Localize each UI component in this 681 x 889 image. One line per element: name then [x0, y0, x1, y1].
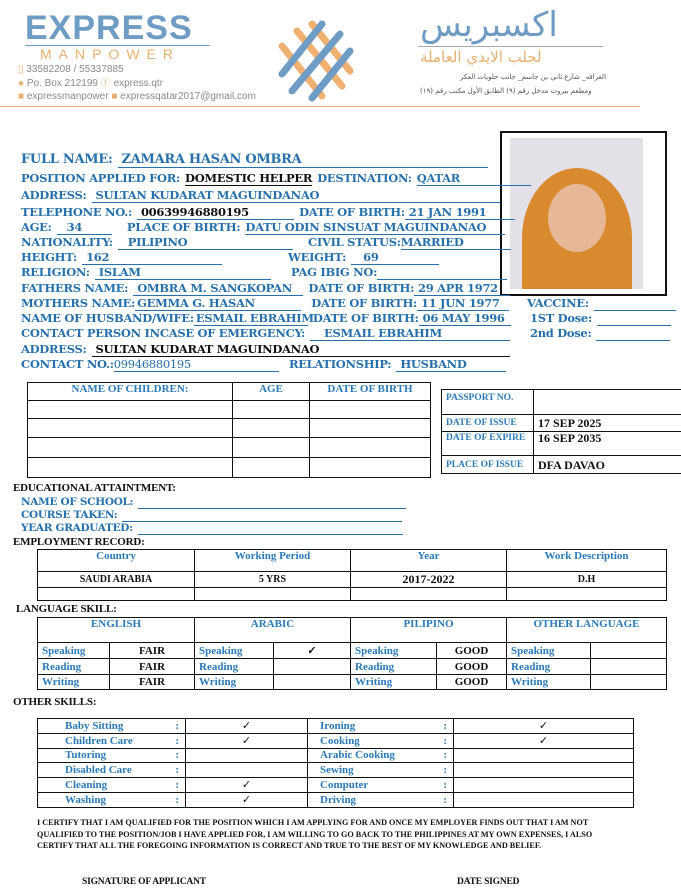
- facebook-icon: ⓕ: [101, 78, 111, 89]
- skill-label: [308, 792, 454, 807]
- employment-period: 5 YRS: [195, 572, 351, 588]
- school-value: [138, 496, 406, 509]
- header-rule: [0, 106, 640, 107]
- course-value: [122, 509, 402, 522]
- skill-check: ✓: [186, 733, 308, 748]
- skill-check: ✓: [186, 719, 308, 734]
- emergency-label: CONTACT PERSON INCASE OF EMERGENCY:: [21, 326, 305, 340]
- address-label: ADDRESS:: [21, 188, 86, 202]
- skill-label: [38, 778, 186, 793]
- employment-header-description: Work Description: [507, 550, 667, 572]
- children-table: [27, 382, 431, 478]
- dose1-label: 1ST Dose:: [530, 311, 592, 325]
- mail-icon: ●: [18, 78, 24, 89]
- date-signed-label: DATE SIGNED: [457, 876, 519, 889]
- skill-reading: Reading: [351, 659, 437, 675]
- passport-no-value: [534, 390, 681, 415]
- table-row: [38, 659, 667, 675]
- passport-table: [441, 389, 681, 474]
- employment-country: SAUDI ARABIA: [38, 572, 195, 588]
- skill-reading: Reading: [195, 659, 274, 675]
- mother-dob-label: DATE OF BIRTH:: [311, 296, 417, 310]
- table-row: [28, 458, 431, 478]
- facebook: express.qtr: [114, 78, 163, 89]
- skill-label: [308, 778, 454, 793]
- religion-value: ISLAM: [95, 266, 271, 280]
- destination-label: DESTINATION:: [317, 171, 412, 185]
- arabic-address-1: الغرافه_ شارع ثاني بن جاسم_ جانب حلويات العكر: [460, 72, 606, 82]
- colon: :: [443, 764, 447, 776]
- relationship-value: HUSBAND: [396, 358, 506, 372]
- table-row: [28, 438, 431, 458]
- pilipino-reading: GOOD: [437, 659, 507, 675]
- place-issue-value: DFA DAVAO: [534, 456, 681, 474]
- skill-check: ✓: [454, 719, 634, 734]
- skill-reading: Reading: [38, 659, 110, 675]
- skill-check: [454, 778, 634, 793]
- skill-label: [38, 748, 186, 763]
- skill-name: Sewing: [320, 764, 354, 776]
- employment-year: 2017-2022: [351, 572, 507, 588]
- weight-value: 69: [351, 251, 439, 265]
- skill-name: Baby Sitting: [65, 720, 123, 732]
- employment-header-country: Country: [38, 550, 195, 572]
- dose2-label: 2nd Dose:: [530, 326, 591, 340]
- colon: :: [175, 764, 179, 776]
- skill-name: Cooking: [320, 735, 360, 747]
- colon: :: [443, 735, 447, 747]
- colon: :: [443, 749, 447, 761]
- religion-label: RELIGION:: [21, 265, 90, 279]
- table-row: [38, 675, 667, 690]
- english-writing: FAIR: [110, 675, 195, 690]
- emergency-address-label: ADDRESS:: [21, 342, 86, 356]
- knot-logo-icon: [272, 16, 358, 104]
- emergency-value: ESMAIL EBRAHIM: [310, 327, 510, 341]
- colon: :: [175, 720, 179, 732]
- father-value: OMBRA M. SANGKOPAN: [133, 282, 303, 296]
- language-header-other: OTHER LANGUAGE: [507, 618, 667, 643]
- table-row: [38, 588, 667, 601]
- contact-value: 09946880195: [114, 358, 279, 372]
- telephone-label: TELEPHONE NO.:: [21, 205, 132, 219]
- dose1-value: [597, 312, 671, 326]
- colon: :: [175, 779, 179, 791]
- full-name-label: FULL NAME:: [21, 152, 112, 167]
- skill-label: [308, 763, 454, 778]
- skill-check: [454, 763, 634, 778]
- education-title: EDUCATIONAL ATTAINTMENT:: [13, 482, 176, 495]
- english-speaking: FAIR: [110, 643, 195, 659]
- other-speaking: [591, 643, 667, 659]
- spouse-dob-label: DATE OF BIRTH:: [313, 311, 419, 325]
- applicant-photo: [500, 131, 667, 296]
- arabic-speaking: ✓: [274, 643, 351, 659]
- skill-name: Children Care: [65, 735, 133, 747]
- children-header-name: NAME OF CHILDREN:: [28, 383, 233, 401]
- phone-icon: ▯: [18, 64, 24, 75]
- arabic-divider: [418, 46, 603, 47]
- other-skills-table: [37, 718, 634, 808]
- signature-label: SIGNATURE OF APPLICANT: [82, 876, 206, 889]
- skill-writing: Writing: [507, 675, 591, 690]
- skill-label: [38, 792, 186, 807]
- children-header-age: AGE: [233, 383, 310, 401]
- pob-label: PLACE OF BIRTH:: [127, 220, 240, 234]
- po-box: Po. Box 212199: [27, 78, 98, 89]
- brand-logo-text: EXPRESS: [25, 12, 193, 44]
- year-graduated-label: YEAR GRADUATED:: [21, 522, 133, 534]
- school-label: NAME OF SCHOOL:: [21, 496, 133, 508]
- address-value: SULTAN KUDARAT MAGUINDANAO: [92, 189, 500, 203]
- email: expressqatar2017@gmail.com: [120, 91, 256, 102]
- emergency-address-value: SULTAN KUDARAT MAGUINDANAO: [92, 343, 510, 357]
- spouse-label: NAME OF HUSBAND/WIFE:: [21, 311, 194, 325]
- instagram: expressmanpower: [27, 91, 109, 102]
- telephone-value: 00639946880195: [137, 206, 294, 220]
- colon: :: [443, 794, 447, 806]
- children-header-dob: DATE OF BIRTH: [310, 383, 431, 401]
- spouse-value: ESMAIL EBRAHIM: [194, 312, 308, 326]
- skill-name: Tutoring: [65, 749, 106, 761]
- skill-label: [38, 763, 186, 778]
- skill-check: [454, 792, 634, 807]
- spouse-dob-value: 06 MAY 1996: [419, 312, 511, 326]
- skill-check: [186, 763, 308, 778]
- course-label: COURSE TAKEN:: [21, 509, 117, 521]
- colon: :: [175, 749, 179, 761]
- pilipino-speaking: GOOD: [437, 643, 507, 659]
- skill-label: [38, 719, 186, 734]
- table-row: [38, 643, 667, 659]
- pilipino-writing: GOOD: [437, 675, 507, 690]
- mother-value: GEMMA G. HASAN: [135, 297, 301, 311]
- weight-label: WEIGHT:: [288, 250, 346, 264]
- dob-value: 21 JAN 1991: [405, 206, 515, 220]
- arabic-brand: اكسبريس: [420, 6, 558, 44]
- language-header-arabic: ARABIC: [195, 618, 351, 643]
- skill-label: [308, 748, 454, 763]
- skill-check: [186, 748, 308, 763]
- colon: :: [443, 779, 447, 791]
- employment-header-period: Working Period: [195, 550, 351, 572]
- pagibig-value: [377, 266, 507, 280]
- skill-speaking: Speaking: [195, 643, 274, 659]
- nationality-value: PILIPINO: [118, 236, 293, 250]
- language-title: LANGUAGE SKILL:: [16, 603, 117, 616]
- arabic-writing: [274, 675, 351, 690]
- language-header-pilipino: PILIPINO: [351, 618, 507, 643]
- employment-header-year: Year: [351, 550, 507, 572]
- table-row: [38, 719, 634, 734]
- skill-name: Computer: [320, 779, 368, 791]
- vaccine-label: VACCINE:: [527, 296, 589, 310]
- phone-numbers: 33582208 / 55337885: [26, 64, 123, 75]
- table-row: [28, 401, 431, 419]
- skill-name: Ironing: [320, 720, 355, 732]
- date-issue-label: DATE OF ISSUE: [442, 415, 534, 432]
- skill-label: [308, 733, 454, 748]
- year-graduated-value: [138, 522, 403, 535]
- table-row: [38, 778, 634, 793]
- other-writing: [591, 675, 667, 690]
- dose2-value: [596, 327, 670, 341]
- employment-table: [37, 549, 667, 601]
- arabic-sub: لجلب الايدي العاملة: [420, 48, 542, 66]
- contact-label: CONTACT NO.:: [21, 357, 114, 371]
- brand-sub: MANPOWER: [40, 47, 180, 61]
- language-header-english: ENGLISH: [38, 618, 195, 643]
- date-expire-label: DATE OF EXPIRE: [442, 432, 534, 456]
- table-row: [38, 572, 667, 588]
- employment-description: D.H: [507, 572, 667, 588]
- age-value: 34: [57, 221, 112, 235]
- pagibig-label: PAG IBIG NO:: [291, 265, 377, 279]
- skill-speaking: Speaking: [507, 643, 591, 659]
- skill-name: Cleaning: [65, 779, 107, 791]
- skill-writing: Writing: [195, 675, 274, 690]
- mother-dob-value: 11 JUN 1977: [417, 297, 509, 311]
- table-row: [38, 763, 634, 778]
- table-row: [28, 419, 431, 438]
- language-table: [37, 617, 667, 690]
- dob-label: DATE OF BIRTH:: [299, 205, 405, 219]
- colon: :: [175, 735, 179, 747]
- nationality-label: NATIONALITY:: [21, 235, 113, 249]
- skill-writing: Writing: [38, 675, 110, 690]
- mother-label: MOTHERS NAME:: [21, 296, 135, 310]
- skill-name: Driving: [320, 794, 356, 806]
- skill-check: ✓: [454, 733, 634, 748]
- skill-name: Disabled Care: [65, 764, 132, 776]
- date-issue-value: 17 SEP 2025: [534, 415, 681, 432]
- father-label: FATHERS NAME:: [21, 281, 128, 295]
- english-reading: FAIR: [110, 659, 195, 675]
- relationship-label: RELATIONSHIP:: [289, 357, 391, 371]
- other-reading: [591, 659, 667, 675]
- skill-name: Arabic Cooking: [320, 749, 395, 761]
- table-row: [38, 792, 634, 807]
- skill-speaking: Speaking: [38, 643, 110, 659]
- skill-name: Washing: [65, 794, 106, 806]
- place-issue-label: PLACE OF ISSUE: [442, 456, 534, 474]
- skill-check: ✓: [186, 778, 308, 793]
- civil-status-value: MARRIED: [401, 236, 511, 250]
- certification-text: I CERTIFY THAT I AM QUALIFIED FOR THE POSITION WHICH I AM APPLYING FOR AND ONCE MY EMPLOYER FINDS OUT THAT I AM NOT QUALIFIED TO THE POSITION/JOB I HAVE APPLIED FOR, I AM WILLING TO GO BACK TO THE PHILIPPINES AT MY OWN EXPENSES, I ALSO CERTIFY THAT ALL THE FOREGOING INFORMATION IS CORRECT AND TRUE TO THE BEST OF MY KNOWLEDGE AND BELIEF.: [37, 817, 627, 852]
- colon: :: [443, 720, 447, 732]
- full-name-value: ZAMARA HASAN OMBRA: [118, 152, 488, 168]
- skill-check: ✓: [186, 792, 308, 807]
- date-expire-value: 16 SEP 2035: [534, 432, 681, 456]
- height-label: HEIGHT:: [21, 250, 77, 264]
- skill-writing: Writing: [351, 675, 437, 690]
- table-row: [38, 748, 634, 763]
- vaccine-value: [594, 297, 676, 311]
- arabic-reading: [274, 659, 351, 675]
- table-row: [38, 733, 634, 748]
- skill-label: [38, 733, 186, 748]
- employment-title: EMPLOYMENT RECORD:: [13, 536, 145, 549]
- position-value: DOMESTIC HELPER: [185, 172, 312, 186]
- father-dob-value: 29 APR 1972: [414, 282, 510, 296]
- height-value: 162: [82, 251, 222, 265]
- age-label: AGE:: [21, 220, 52, 234]
- destination-value: QATAR: [417, 172, 531, 186]
- position-label: POSITION APPLIED FOR:: [21, 171, 180, 185]
- father-dob-label: DATE OF BIRTH:: [308, 281, 414, 295]
- colon: :: [175, 794, 179, 806]
- skill-speaking: Speaking: [351, 643, 437, 659]
- arabic-address-2: ومطعم بيروت مدخل رقم (٩) الطابق الأول مكتب رقم (١٩): [420, 86, 592, 96]
- pob-value: DATU ODIN SINSUAT MAGUINDANAO: [245, 221, 505, 235]
- instagram-icon: ■: [18, 91, 24, 102]
- other-skills-title: OTHER SKILLS:: [13, 696, 96, 709]
- passport-no-label: PASSPORT NO.: [442, 390, 534, 415]
- skill-reading: Reading: [507, 659, 591, 675]
- skill-check: [454, 748, 634, 763]
- skill-label: [308, 719, 454, 734]
- civil-status-label: CIVIL STATUS:: [308, 235, 401, 249]
- email-icon: ■: [111, 91, 117, 102]
